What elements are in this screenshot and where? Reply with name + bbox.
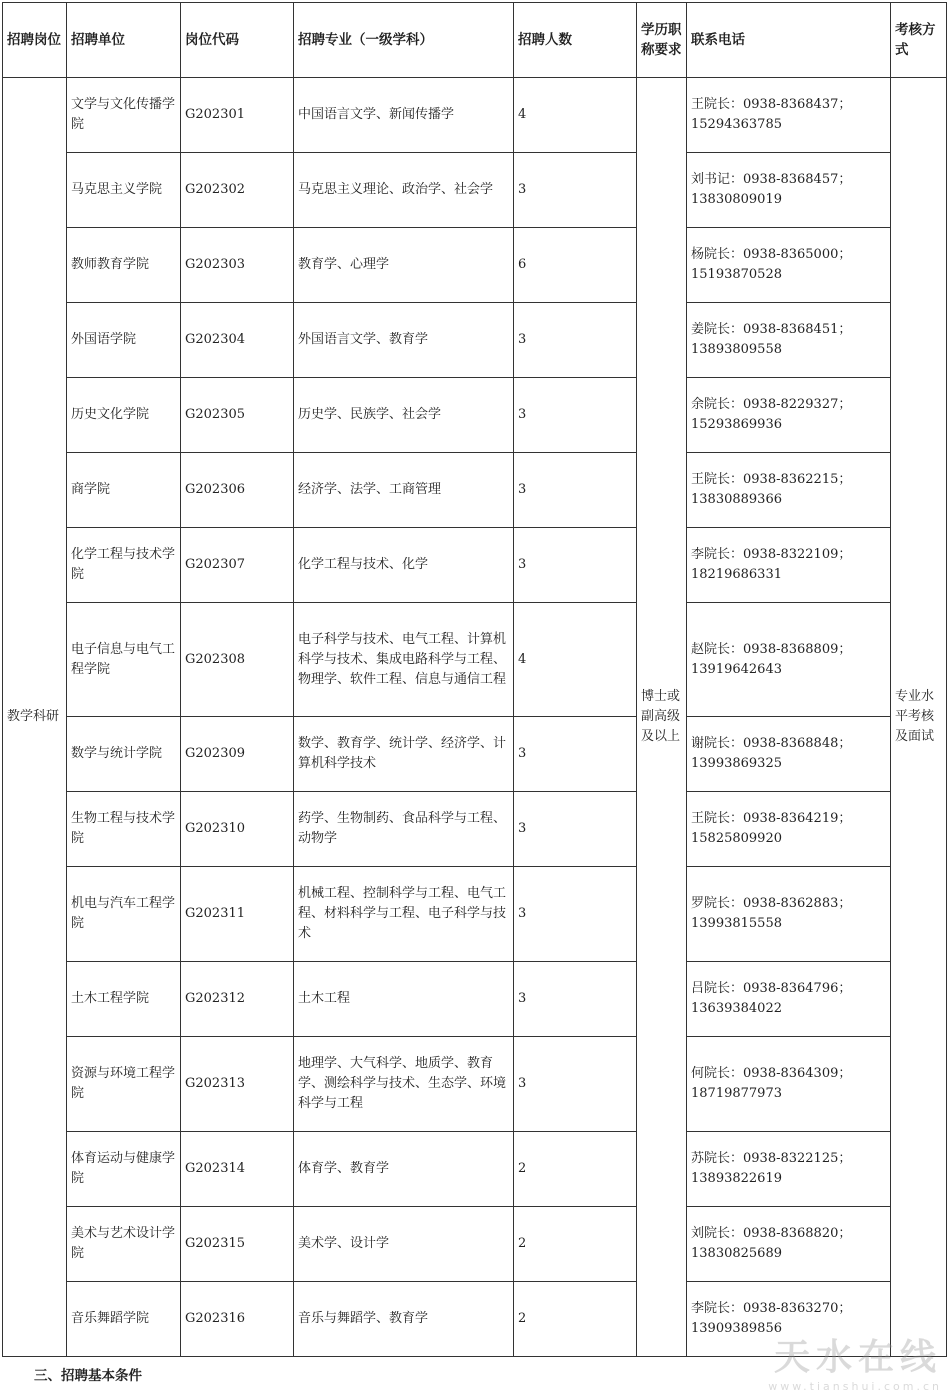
phone-cell: 李院长：0938-8363270；13909389856 [687,1282,891,1357]
table-row [3,1207,947,1282]
major-cell: 中国语言文学、新闻传播学 [294,78,514,153]
major-cell: 数学、教育学、统计学、经济学、计算机科学技术 [294,717,514,792]
unit-cell: 文学与文化传播学院 [67,78,181,153]
unit-cell: 外国语学院 [67,303,181,378]
phone-cell: 李院长：0938-8322109；18219686331 [687,528,891,603]
position-cell: 教学科研 [3,78,67,1357]
phone-cell: 王院长：0938-8364219；15825809920 [687,792,891,867]
watermark-logo-text: 天水在线 [773,1337,942,1378]
phone-cell: 姜院长：0938-8368451；13893809558 [687,303,891,378]
header-phone: 联系电话 [687,3,891,78]
phone-cell: 王院长：0938-8368437；15294363785 [687,78,891,153]
major-cell: 机械工程、控制科学与工程、电气工程、材料科学与工程、电子科学与技术 [294,867,514,962]
unit-cell: 教师教育学院 [67,228,181,303]
code-cell: G202310 [181,792,294,867]
unit-cell: 生物工程与技术学院 [67,792,181,867]
table-row [3,792,947,867]
watermark-url: www.tianshui.com.cn [768,1380,942,1393]
count-cell: 6 [514,228,637,303]
major-cell: 音乐与舞蹈学、教育学 [294,1282,514,1357]
assess-cell: 专业水平考核及面试 [891,78,947,1357]
major-cell: 体育学、教育学 [294,1132,514,1207]
phone-cell: 杨院长：0938-8365000；15193870528 [687,228,891,303]
unit-cell: 资源与环境工程学院 [67,1037,181,1132]
phone-cell: 吕院长：0938-8364796；13639384022 [687,962,891,1037]
count-cell: 2 [514,1282,637,1357]
phone-cell: 余院长：0938-8229327；15293869936 [687,378,891,453]
code-cell: G202315 [181,1207,294,1282]
major-cell: 药学、生物制药、食品科学与工程、动物学 [294,792,514,867]
table-row [3,453,947,528]
major-cell: 外国语言文学、教育学 [294,303,514,378]
code-cell: G202303 [181,228,294,303]
major-cell: 教育学、心理学 [294,228,514,303]
unit-cell: 数学与统计学院 [67,717,181,792]
code-cell: G202316 [181,1282,294,1357]
major-cell: 地理学、大气科学、地质学、教育学、测绘科学与技术、生态学、环境科学与工程 [294,1037,514,1132]
table-row [3,78,947,153]
watermark [768,1329,942,1393]
unit-cell: 历史文化学院 [67,378,181,453]
count-cell: 3 [514,378,637,453]
count-cell: 3 [514,303,637,378]
major-cell: 马克思主义理论、政治学、社会学 [294,153,514,228]
major-cell: 土木工程 [294,962,514,1037]
unit-cell: 马克思主义学院 [67,153,181,228]
code-cell: G202309 [181,717,294,792]
unit-cell: 机电与汽车工程学院 [67,867,181,962]
count-cell: 2 [514,1207,637,1282]
unit-cell: 化学工程与技术学院 [67,528,181,603]
major-cell: 美术学、设计学 [294,1207,514,1282]
count-cell: 3 [514,528,637,603]
unit-cell: 电子信息与电气工程学院 [67,603,181,717]
code-cell: G202307 [181,528,294,603]
unit-cell: 音乐舞蹈学院 [67,1282,181,1357]
count-cell: 3 [514,153,637,228]
table-row [3,228,947,303]
code-cell: G202308 [181,603,294,717]
code-cell: G202311 [181,867,294,962]
phone-cell: 王院长：0938-8362215；13830889366 [687,453,891,528]
major-cell: 化学工程与技术、化学 [294,528,514,603]
phone-cell: 苏院长：0938-8322125；13893822619 [687,1132,891,1207]
unit-cell: 美术与艺术设计学院 [67,1207,181,1282]
header-degree: 学历职称要求 [637,3,687,78]
count-cell: 3 [514,792,637,867]
table-header-row [3,3,947,78]
code-cell: G202304 [181,303,294,378]
count-cell: 3 [514,453,637,528]
table-row [3,867,947,962]
table-body [3,78,947,1357]
table-row [3,1132,947,1207]
code-cell: G202306 [181,453,294,528]
table-row [3,603,947,717]
table-row [3,153,947,228]
major-cell: 电子科学与技术、电气工程、计算机科学与技术、集成电路科学与工程、物理学、软件工程、信息与通信工程 [294,603,514,717]
recruitment-table [2,2,947,1357]
major-cell: 经济学、法学、工商管理 [294,453,514,528]
header-assess: 考核方式 [891,3,947,78]
table-row [3,1037,947,1132]
header-major: 招聘专业（一级学科） [294,3,514,78]
unit-cell: 商学院 [67,453,181,528]
phone-cell: 赵院长：0938-8368809；13919642643 [687,603,891,717]
unit-cell: 土木工程学院 [67,962,181,1037]
count-cell: 3 [514,867,637,962]
count-cell: 3 [514,717,637,792]
unit-cell: 体育运动与健康学院 [67,1132,181,1207]
header-position: 招聘岗位 [3,3,67,78]
table-row [3,717,947,792]
phone-cell: 谢院长：0938-8368848；13993869325 [687,717,891,792]
section-title: 三、招聘基本条件 [34,1368,142,1384]
table-row [3,962,947,1037]
header-count: 招聘人数 [514,3,637,78]
table-row [3,303,947,378]
count-cell: 4 [514,603,637,717]
table-row [3,528,947,603]
degree-cell: 博士或副高级及以上 [637,78,687,1357]
major-cell: 历史学、民族学、社会学 [294,378,514,453]
header-unit: 招聘单位 [67,3,181,78]
phone-cell: 何院长：0938-8364309；18719877973 [687,1037,891,1132]
phone-cell: 刘书记：0938-8368457；13830809019 [687,153,891,228]
count-cell: 4 [514,78,637,153]
code-cell: G202305 [181,378,294,453]
code-cell: G202314 [181,1132,294,1207]
count-cell: 3 [514,1037,637,1132]
code-cell: G202301 [181,78,294,153]
count-cell: 2 [514,1132,637,1207]
count-cell: 3 [514,962,637,1037]
phone-cell: 罗院长：0938-8362883；13993815558 [687,867,891,962]
phone-cell: 刘院长：0938-8368820；13830825689 [687,1207,891,1282]
header-code: 岗位代码 [181,3,294,78]
table-row [3,378,947,453]
code-cell: G202313 [181,1037,294,1132]
code-cell: G202312 [181,962,294,1037]
code-cell: G202302 [181,153,294,228]
